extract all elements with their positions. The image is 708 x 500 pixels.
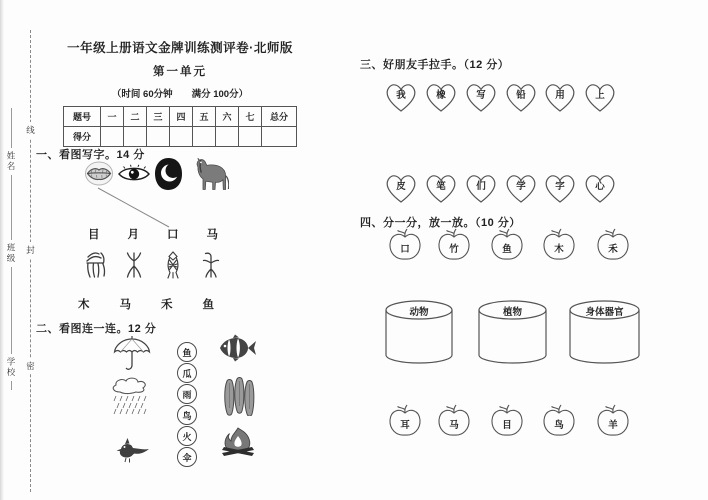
score-cell-empty xyxy=(262,127,297,147)
basket-animals xyxy=(384,299,454,365)
circle-char-melon xyxy=(177,363,197,383)
basket-body-organs xyxy=(568,299,641,365)
apple-char: 马 xyxy=(449,420,459,431)
heart-shape xyxy=(541,171,579,205)
col-header: 五 xyxy=(193,107,216,127)
apple-char: 口 xyxy=(400,244,410,255)
campfire-image xyxy=(216,427,260,460)
apple-char: 鸟 xyxy=(554,420,564,431)
page-title: 一年级上册语文金牌训练测评卷·北师版 xyxy=(67,41,293,55)
score-cell-empty xyxy=(239,127,262,147)
horse-image xyxy=(191,158,229,192)
name-field-label: 姓名 xyxy=(4,148,17,175)
circle-char-label: 瓜 xyxy=(182,368,192,379)
apple-shape xyxy=(435,404,473,439)
seal-char-feng: 封 xyxy=(24,242,37,258)
heart-char: 们 xyxy=(476,181,486,192)
clownfish-image xyxy=(217,334,257,362)
cucumbers-image xyxy=(221,376,257,416)
section3-heading: 三、好朋友手拉手。（12 分） xyxy=(360,59,510,71)
heart-char: 上 xyxy=(595,90,605,101)
score-cell-empty xyxy=(170,127,193,147)
section1-heading: 一、看图写字。14 分 xyxy=(36,149,145,161)
apple-shape xyxy=(488,404,526,439)
basket-label: 植物 xyxy=(502,307,522,318)
col-header: 一 xyxy=(101,107,124,127)
apple-char: 鱼 xyxy=(502,244,512,255)
circle-char-label: 雨 xyxy=(182,389,192,400)
circle-char-bird xyxy=(177,405,197,425)
match-char: 马 xyxy=(119,299,131,311)
score-cell-empty xyxy=(193,127,216,147)
mouth-image xyxy=(84,160,114,187)
heart-shape xyxy=(502,80,540,114)
table-row xyxy=(64,127,297,147)
seal-char-mi: 密 xyxy=(24,358,37,374)
table-row xyxy=(64,107,297,127)
heart-char: 心 xyxy=(595,181,605,192)
score-cell-empty xyxy=(124,127,147,147)
match-char: 月 xyxy=(127,229,139,241)
heart-shape xyxy=(422,80,460,114)
score-cell-empty xyxy=(216,127,239,147)
basket-label: 身体器官 xyxy=(585,307,624,318)
col-header: 四 xyxy=(170,107,193,127)
sample-connect-line xyxy=(96,186,172,230)
apple-char: 羊 xyxy=(608,420,618,431)
basket-plants xyxy=(477,299,548,365)
heart-shape xyxy=(422,171,460,205)
heart-char: 笔 xyxy=(436,181,446,192)
pictographs-row xyxy=(84,250,223,280)
ancient-grain-image xyxy=(199,250,223,280)
school-field-label: 学校 xyxy=(4,354,17,381)
match-characters-row2 xyxy=(78,296,214,312)
apple-shape xyxy=(594,228,632,263)
heart-char: 写 xyxy=(476,90,486,101)
match-char: 鱼 xyxy=(202,299,214,311)
match-char: 马 xyxy=(206,229,218,241)
match-char: 木 xyxy=(78,299,90,311)
bird-image xyxy=(112,434,152,464)
basket-label: 动物 xyxy=(409,307,429,318)
score-table xyxy=(63,106,297,147)
match-char: 禾 xyxy=(161,299,173,311)
section2-heading: 二、看图连一连。12 分 xyxy=(36,323,157,335)
apple-shape xyxy=(488,228,526,263)
heart-shape xyxy=(462,80,500,114)
total-score-header: 总分 xyxy=(262,107,297,127)
umbrella-image xyxy=(111,335,153,373)
circle-char-label: 伞 xyxy=(182,452,192,463)
heart-char: 我 xyxy=(396,90,406,101)
apple-shape xyxy=(386,404,424,439)
eye-image xyxy=(117,164,151,184)
heart-shape xyxy=(581,171,619,205)
ancient-fish-image xyxy=(161,250,185,280)
heart-char: 橡 xyxy=(436,90,446,101)
unit-subtitle: 第一单元 xyxy=(153,66,207,78)
apple-shape xyxy=(435,228,473,263)
match-characters-row xyxy=(88,226,218,242)
circle-char-fish xyxy=(177,342,197,362)
circle-char-rain xyxy=(177,384,197,404)
class-field-label: 班级 xyxy=(4,240,17,267)
heart-char: 铅 xyxy=(516,90,526,101)
score-cell-empty xyxy=(101,127,124,147)
heart-shape xyxy=(382,80,420,114)
circle-char-label: 鱼 xyxy=(182,347,192,358)
section4-heading: 四、分一分，放一放。（10 分） xyxy=(360,217,521,229)
apple-shape xyxy=(594,404,632,439)
circle-char-label: 火 xyxy=(182,431,192,442)
apple-shape xyxy=(386,228,424,263)
match-char: 目 xyxy=(88,229,100,241)
match-char: 口 xyxy=(167,229,179,241)
score-cell-empty xyxy=(147,127,170,147)
ancient-tree-image xyxy=(122,250,146,280)
question-number-header: 题号 xyxy=(64,107,101,127)
apple-char: 木 xyxy=(554,244,564,255)
heart-char: 皮 xyxy=(396,181,406,192)
col-header: 六 xyxy=(216,107,239,127)
apple-shape xyxy=(540,404,578,439)
exam-info-line: （时间 60分钟 满分 100分） xyxy=(111,89,249,100)
col-header: 三 xyxy=(147,107,170,127)
circle-char-fire xyxy=(177,426,197,446)
apple-shape xyxy=(540,228,578,263)
apple-char: 竹 xyxy=(449,244,459,255)
rain-cloud-image xyxy=(108,377,156,415)
heart-char: 用 xyxy=(555,90,565,101)
heart-shape xyxy=(581,80,619,114)
heart-shape xyxy=(382,171,420,205)
col-header: 二 xyxy=(124,107,147,127)
seal-dashed-line xyxy=(30,30,31,492)
circle-char-umbrella xyxy=(177,447,197,467)
circle-char-label: 鸟 xyxy=(182,410,192,421)
heart-shape xyxy=(541,80,579,114)
apple-char: 耳 xyxy=(400,420,410,431)
apple-char: 目 xyxy=(502,420,512,431)
score-row-label: 得分 xyxy=(64,127,101,147)
seal-char-xian: 线 xyxy=(24,122,37,138)
apple-char: 禾 xyxy=(608,244,618,255)
heart-char: 学 xyxy=(516,181,526,192)
heart-shape xyxy=(462,171,500,205)
ancient-horse-image xyxy=(84,250,108,280)
col-header: 七 xyxy=(239,107,262,127)
heart-shape xyxy=(502,171,540,205)
heart-char: 字 xyxy=(555,181,565,192)
